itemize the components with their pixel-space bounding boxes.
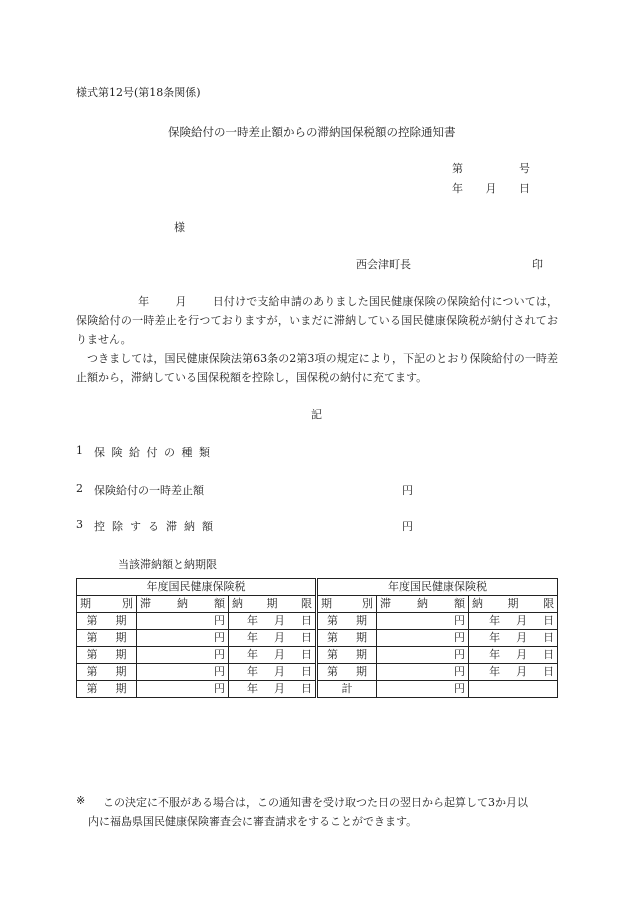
date-month: 月 (516, 665, 528, 678)
group-header-left: 年度国民健康保険税 (77, 579, 317, 596)
table-caption: 当該滞納額と納期限 (118, 558, 217, 571)
amount-unit: 円 (377, 647, 469, 664)
col-amount-char: 納 (177, 597, 188, 610)
footnote-line-2: 内に福島県国民健康保険審査会に審査請求をすることができます。 (88, 815, 418, 828)
date-year: 年 (489, 648, 501, 661)
table-row (77, 647, 558, 664)
col-period-char: 別 (122, 597, 133, 610)
date-month: 月 (516, 648, 528, 661)
amount-unit: 円 (137, 647, 229, 664)
item-3-num: 3 (76, 518, 83, 531)
table-row (77, 630, 558, 647)
date-month: 月 (516, 614, 528, 627)
period-prefix: 第 (86, 665, 98, 678)
col-due-char: 納 (472, 597, 484, 610)
date-day: 日 (543, 614, 555, 627)
period-suffix: 期 (356, 631, 368, 644)
amount-unit: 円 (137, 664, 229, 681)
period-prefix: 第 (327, 648, 339, 661)
amount-unit: 円 (377, 613, 469, 630)
date-day: 日 (301, 665, 313, 678)
col-amount-char: 納 (417, 597, 429, 610)
period-suffix: 期 (115, 648, 127, 661)
col-period-char: 期 (321, 597, 333, 610)
col-amount-char: 額 (214, 597, 225, 610)
item-1-num: 1 (76, 444, 83, 457)
issuer-name: 西会津町長 (356, 258, 411, 271)
amount-unit: 円 (377, 630, 469, 647)
amount-unit: 円 (137, 613, 229, 630)
date-year: 年 (489, 614, 501, 627)
period-suffix: 期 (115, 614, 127, 627)
col-due-char: 限 (301, 597, 313, 610)
form-number: 様式第12号(第18条関係) (76, 86, 201, 99)
period-suffix: 期 (115, 682, 127, 695)
date-day: 日 (301, 631, 313, 644)
col-due-char: 納 (232, 597, 243, 610)
period-prefix: 第 (86, 614, 98, 627)
date-month: 月 (516, 631, 528, 644)
footnote-mark: ※ (76, 794, 86, 807)
date-day: 日 (301, 682, 313, 695)
date-year: 年 (247, 665, 259, 678)
para1-month: 月 (175, 295, 187, 308)
date-month: 月 (274, 682, 286, 695)
item-3-unit: 円 (402, 520, 413, 533)
amount-unit: 円 (137, 681, 229, 698)
item-2-num: 2 (76, 482, 83, 495)
col-amount-char: 滞 (380, 597, 392, 610)
date-day: 日 (301, 614, 313, 627)
total-empty-cell (469, 681, 558, 698)
period-prefix: 第 (86, 648, 98, 661)
date-year: 年 (247, 648, 259, 661)
total-amount-unit: 円 (377, 681, 469, 698)
date-year: 年 (489, 631, 501, 644)
document-title: 保険給付の一時差止額からの滞納国保税額の控除通知書 (168, 125, 456, 139)
col-amount-char: 滞 (140, 597, 151, 610)
date-month: 月 (274, 631, 286, 644)
date-month: 月 (274, 665, 286, 678)
date-year: 年 (489, 665, 501, 678)
item-2-unit: 円 (402, 484, 413, 497)
date-day: 日 (543, 665, 555, 678)
period-prefix: 第 (327, 614, 339, 627)
date-year: 年 (247, 614, 259, 627)
doc-date-month: 月 (485, 182, 497, 195)
amount-unit: 円 (137, 630, 229, 647)
total-label: 計 (317, 681, 377, 698)
para1-text: 日付けで支給申請のありました国民健康保険の保険給付については，保険給付の一時差止を行つておりますが，いまだに滞納している国民健康保険税が納付されておりません。 (76, 295, 559, 346)
table-column-header-row (77, 596, 558, 613)
table-row (77, 681, 558, 698)
amount-unit: 円 (377, 664, 469, 681)
period-suffix: 期 (356, 614, 368, 627)
item-3-label: 控除する滞納額 (94, 520, 220, 533)
col-due-char: 限 (543, 597, 555, 610)
body-paragraph-1 (76, 292, 558, 349)
col-due-char: 期 (507, 597, 519, 610)
table-row (77, 613, 558, 630)
item-2-label: 保険給付の一時差止額 (94, 484, 204, 497)
doc-number-suffix: 号 (519, 162, 530, 175)
period-suffix: 期 (356, 665, 368, 678)
period-prefix: 第 (327, 665, 339, 678)
date-year: 年 (247, 631, 259, 644)
date-year: 年 (247, 682, 259, 695)
date-day: 日 (543, 648, 555, 661)
period-suffix: 期 (356, 648, 368, 661)
date-month: 月 (274, 614, 286, 627)
addressee-honorific: 様 (174, 221, 185, 234)
period-suffix: 期 (115, 665, 127, 678)
doc-date-day: 日 (519, 182, 530, 195)
date-day: 日 (301, 648, 313, 661)
group-header-right: 年度国民健康保険税 (317, 579, 558, 596)
period-prefix: 第 (327, 631, 339, 644)
col-amount-char: 額 (454, 597, 466, 610)
doc-date (452, 180, 530, 196)
item-1-label: 保険給付の種類 (94, 446, 217, 459)
arrears-table (76, 578, 558, 698)
period-suffix: 期 (115, 631, 127, 644)
doc-number-prefix: 第 (452, 162, 463, 175)
col-period-char: 期 (80, 597, 91, 610)
table-row (77, 664, 558, 681)
doc-date-year: 年 (452, 182, 463, 195)
col-period-char: 別 (362, 597, 374, 610)
body-paragraph-2: つきましては，国民健康保険法第63条の2第3項の規定により，下記のとおり保険給付の一時差止額から，滞納している国保税額を控除し，国保税の納付に充てます。 (76, 352, 558, 384)
table-group-header-row (77, 579, 558, 596)
para1-year: 年 (138, 295, 150, 308)
footnote-line-1: この決定に不服がある場合は，この通知書を受け取つた日の翌日から起算して3か月以 (103, 796, 528, 809)
ki-heading: 記 (311, 408, 322, 421)
col-due-char: 期 (266, 597, 278, 610)
period-prefix: 第 (86, 682, 98, 695)
period-prefix: 第 (86, 631, 98, 644)
doc-number (452, 160, 530, 176)
date-month: 月 (274, 648, 286, 661)
issuer-seal: 印 (532, 258, 543, 271)
date-day: 日 (543, 631, 555, 644)
